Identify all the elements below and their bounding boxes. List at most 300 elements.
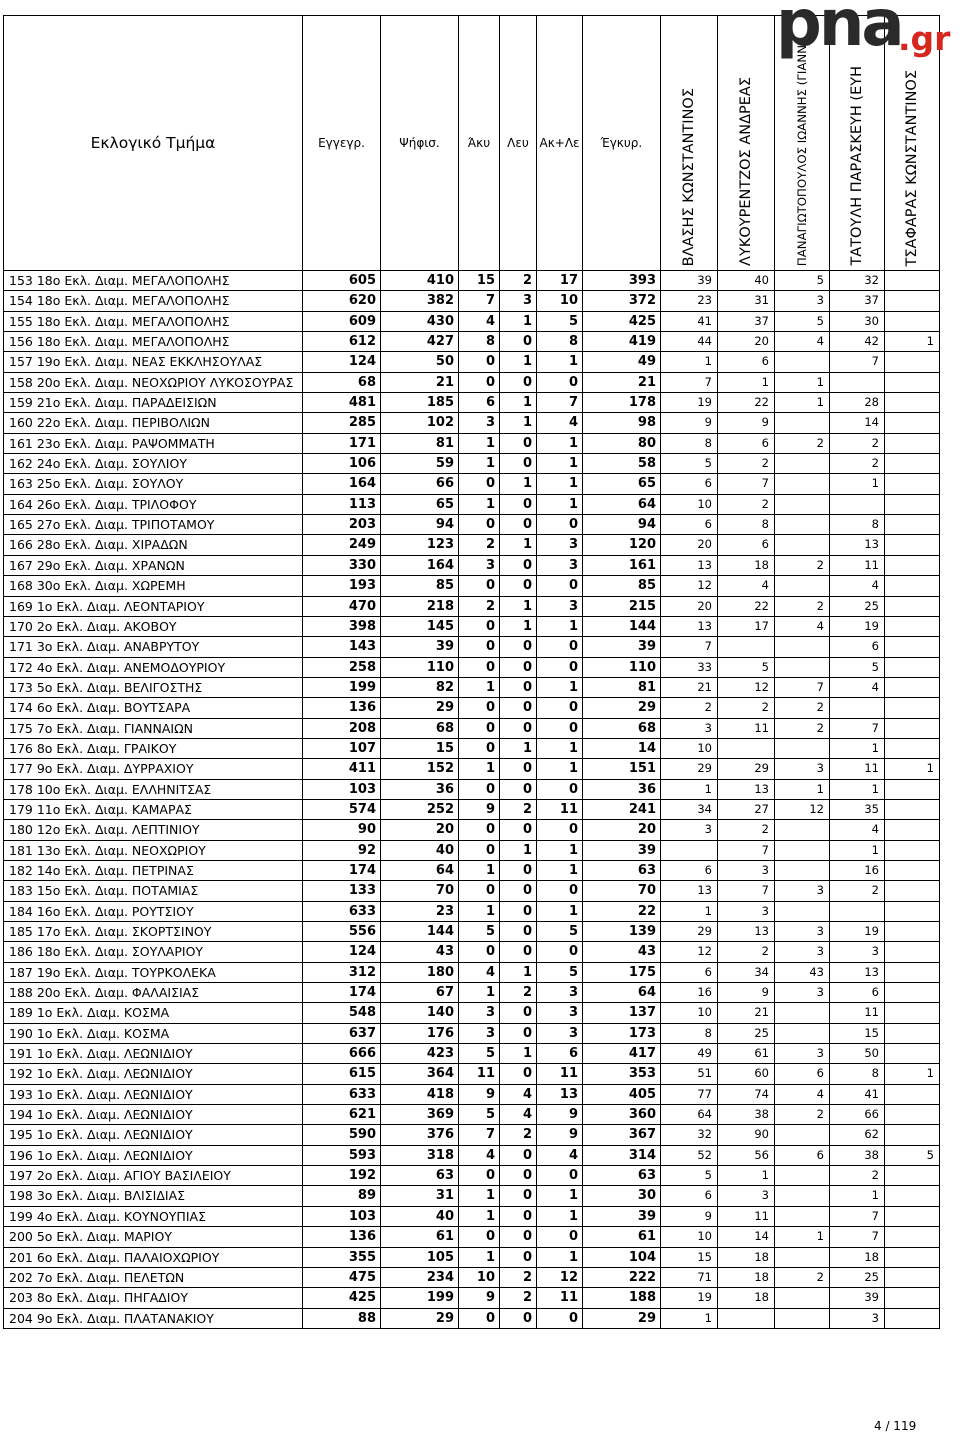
blank-cell: 0 xyxy=(500,861,537,881)
panagiotopoulos-votes-cell xyxy=(775,495,830,515)
section-label: 168 30ο Εκλ. Διαμ. ΧΩΡΕΜΗ xyxy=(4,576,303,596)
section-label: 187 19ο Εκλ. Διαμ. ΤΟΥΡΚΟΛΕΚΑ xyxy=(4,963,303,983)
invalid-cell: 3 xyxy=(459,1024,500,1044)
panagiotopoulos-votes-cell: 43 xyxy=(775,963,830,983)
valid-cell: 144 xyxy=(583,617,661,637)
candidate-name: ΠΑΝΑΓΙΩΤΟΠΟΥΛΟΣ ΙΩΑΝΝΗΣ (ΓΙΑΝΝ xyxy=(795,44,809,266)
vlasis-votes-cell: 34 xyxy=(661,800,718,820)
lykourentzos-votes-cell: 40 xyxy=(718,271,775,291)
section-label: 159 21ο Εκλ. Διαμ. ΠΑΡΑΔΕΙΣΙΩΝ xyxy=(4,393,303,413)
voted-cell: 31 xyxy=(381,1186,459,1206)
panagiotopoulos-votes-cell: 3 xyxy=(775,922,830,942)
invalid-cell: 1 xyxy=(459,434,500,454)
panagiotopoulos-votes-cell xyxy=(775,1024,830,1044)
panagiotopoulos-votes-cell: 4 xyxy=(775,1085,830,1105)
vlasis-votes-cell: 13 xyxy=(661,556,718,576)
vlasis-votes-cell: 64 xyxy=(661,1105,718,1125)
voted-cell: 376 xyxy=(381,1125,459,1145)
invalid-cell: 4 xyxy=(459,312,500,332)
blank-cell: 0 xyxy=(500,454,537,474)
table-row xyxy=(4,556,940,576)
panagiotopoulos-votes-cell xyxy=(775,637,830,657)
table-row xyxy=(4,942,940,962)
section-label: 156 18ο Εκλ. Διαμ. ΜΕΓΑΛΟΠΟΛΗΣ xyxy=(4,332,303,352)
registered-cell: 593 xyxy=(303,1146,381,1166)
valid-cell: 30 xyxy=(583,1186,661,1206)
valid-cell: 405 xyxy=(583,1085,661,1105)
vlasis-votes-cell: 29 xyxy=(661,922,718,942)
lykourentzos-votes-cell: 2 xyxy=(718,454,775,474)
candidate-name: ΛΥΚΟΥΡΕΝΤΖΟΣ ΑΝΔΡΕΑΣ xyxy=(738,77,754,266)
blank-cell: 0 xyxy=(500,698,537,718)
table-row xyxy=(4,291,940,311)
blank-cell: 0 xyxy=(500,1186,537,1206)
voted-cell: 110 xyxy=(381,658,459,678)
invalid-blank-cell: 0 xyxy=(537,698,583,718)
valid-cell: 175 xyxy=(583,963,661,983)
tatouli-votes-cell: 50 xyxy=(830,1044,885,1064)
invalid-blank-cell: 1 xyxy=(537,678,583,698)
section-label: 160 22ο Εκλ. Διαμ. ΠΕΡΙΒΟΛΙΩΝ xyxy=(4,413,303,433)
table-row xyxy=(4,474,940,494)
registered-cell: 174 xyxy=(303,861,381,881)
invalid-cell: 5 xyxy=(459,922,500,942)
tatouli-votes-cell: 30 xyxy=(830,312,885,332)
invalid-blank-cell: 0 xyxy=(537,1166,583,1186)
tsafaras-votes-cell xyxy=(885,413,940,433)
section-label: 175 7ο Εκλ. Διαμ. ΓΙΑΝΝΑΙΩΝ xyxy=(4,719,303,739)
invalid-blank-cell: 1 xyxy=(537,902,583,922)
tatouli-votes-cell: 3 xyxy=(830,942,885,962)
voted-cell: 418 xyxy=(381,1085,459,1105)
valid-cell: 80 xyxy=(583,434,661,454)
invalid-cell: 4 xyxy=(459,1146,500,1166)
tsafaras-votes-cell xyxy=(885,820,940,840)
vlasis-votes-cell: 3 xyxy=(661,820,718,840)
registered-cell: 556 xyxy=(303,922,381,942)
invalid-cell: 10 xyxy=(459,1268,500,1288)
invalid-cell: 0 xyxy=(459,881,500,901)
table-row xyxy=(4,1085,940,1105)
section-label: 158 20ο Εκλ. Διαμ. ΝΕΟΧΩΡΙΟΥ ΛΥΚΟΣΟΥΡΑΣ xyxy=(4,373,303,393)
panagiotopoulos-votes-cell xyxy=(775,1207,830,1227)
invalid-cell: 3 xyxy=(459,1003,500,1023)
section-label: 153 18ο Εκλ. Διαμ. ΜΕΓΑΛΟΠΟΛΗΣ xyxy=(4,271,303,291)
voted-cell: 144 xyxy=(381,922,459,942)
table-row xyxy=(4,963,940,983)
header-voted: Ψήφισ. xyxy=(381,16,459,271)
tsafaras-votes-cell xyxy=(885,942,940,962)
blank-cell: 1 xyxy=(500,352,537,372)
registered-cell: 633 xyxy=(303,902,381,922)
invalid-blank-cell: 4 xyxy=(537,413,583,433)
tsafaras-votes-cell xyxy=(885,271,940,291)
header-section: Εκλογικό Τμήμα xyxy=(4,16,303,271)
table-row xyxy=(4,820,940,840)
tatouli-votes-cell: 2 xyxy=(830,434,885,454)
registered-cell: 103 xyxy=(303,780,381,800)
table-row xyxy=(4,1309,940,1329)
tsafaras-votes-cell xyxy=(885,1024,940,1044)
voted-cell: 364 xyxy=(381,1064,459,1084)
table-row xyxy=(4,780,940,800)
panagiotopoulos-votes-cell: 1 xyxy=(775,1227,830,1247)
voted-cell: 105 xyxy=(381,1248,459,1268)
registered-cell: 171 xyxy=(303,434,381,454)
vlasis-votes-cell: 6 xyxy=(661,1186,718,1206)
vlasis-votes-cell: 1 xyxy=(661,1309,718,1329)
invalid-cell: 0 xyxy=(459,352,500,372)
table-row xyxy=(4,719,940,739)
lykourentzos-votes-cell: 25 xyxy=(718,1024,775,1044)
blank-cell: 1 xyxy=(500,312,537,332)
blank-cell: 0 xyxy=(500,1309,537,1329)
vlasis-votes-cell: 9 xyxy=(661,1207,718,1227)
registered-cell: 258 xyxy=(303,658,381,678)
invalid-blank-cell: 9 xyxy=(537,1105,583,1125)
registered-cell: 637 xyxy=(303,1024,381,1044)
tatouli-votes-cell: 8 xyxy=(830,515,885,535)
vlasis-votes-cell: 5 xyxy=(661,1166,718,1186)
valid-cell: 353 xyxy=(583,1064,661,1084)
valid-cell: 49 xyxy=(583,352,661,372)
invalid-cell: 15 xyxy=(459,271,500,291)
tsafaras-votes-cell xyxy=(885,515,940,535)
section-label: 196 1ο Εκλ. Διαμ. ΛΕΩΝΙΔΙΟΥ xyxy=(4,1146,303,1166)
lykourentzos-votes-cell: 18 xyxy=(718,1268,775,1288)
tatouli-votes-cell: 19 xyxy=(830,617,885,637)
vlasis-votes-cell: 41 xyxy=(661,312,718,332)
tsafaras-votes-cell xyxy=(885,1309,940,1329)
table-row xyxy=(4,658,940,678)
tsafaras-votes-cell xyxy=(885,658,940,678)
lykourentzos-votes-cell xyxy=(718,739,775,759)
tsafaras-votes-cell xyxy=(885,963,940,983)
registered-cell: 193 xyxy=(303,576,381,596)
invalid-cell: 0 xyxy=(459,780,500,800)
vlasis-votes-cell: 71 xyxy=(661,1268,718,1288)
section-label: 179 11ο Εκλ. Διαμ. ΚΑΜΑΡΑΣ xyxy=(4,800,303,820)
valid-cell: 63 xyxy=(583,861,661,881)
panagiotopoulos-votes-cell: 3 xyxy=(775,881,830,901)
registered-cell: 124 xyxy=(303,352,381,372)
tsafaras-votes-cell xyxy=(885,698,940,718)
vlasis-votes-cell: 51 xyxy=(661,1064,718,1084)
section-label: 199 4ο Εκλ. Διαμ. ΚΟΥΝΟΥΠΙΑΣ xyxy=(4,1207,303,1227)
vlasis-votes-cell: 52 xyxy=(661,1146,718,1166)
tsafaras-votes-cell xyxy=(885,719,940,739)
table-row xyxy=(4,1105,940,1125)
registered-cell: 615 xyxy=(303,1064,381,1084)
voted-cell: 50 xyxy=(381,352,459,372)
blank-cell: 2 xyxy=(500,800,537,820)
voted-cell: 234 xyxy=(381,1268,459,1288)
section-label: 173 5ο Εκλ. Διαμ. ΒΕΛΙΓΟΣΤΗΣ xyxy=(4,678,303,698)
invalid-cell: 9 xyxy=(459,800,500,820)
tatouli-votes-cell: 4 xyxy=(830,678,885,698)
voted-cell: 21 xyxy=(381,373,459,393)
blank-cell: 0 xyxy=(500,942,537,962)
tatouli-votes-cell: 28 xyxy=(830,393,885,413)
lykourentzos-votes-cell: 5 xyxy=(718,658,775,678)
panagiotopoulos-votes-cell: 6 xyxy=(775,1146,830,1166)
lykourentzos-votes-cell: 11 xyxy=(718,719,775,739)
voted-cell: 252 xyxy=(381,800,459,820)
section-label: 183 15ο Εκλ. Διαμ. ΠΟΤΑΜΙΑΣ xyxy=(4,881,303,901)
tatouli-votes-cell: 25 xyxy=(830,597,885,617)
valid-cell: 139 xyxy=(583,922,661,942)
valid-cell: 68 xyxy=(583,719,661,739)
panagiotopoulos-votes-cell: 4 xyxy=(775,332,830,352)
tsafaras-votes-cell xyxy=(885,617,940,637)
table-row xyxy=(4,535,940,555)
header-registered: Εγγεγρ. xyxy=(303,16,381,271)
tsafaras-votes-cell xyxy=(885,780,940,800)
lykourentzos-votes-cell: 3 xyxy=(718,902,775,922)
invalid-blank-cell: 17 xyxy=(537,271,583,291)
invalid-blank-cell: 5 xyxy=(537,312,583,332)
vlasis-votes-cell: 1 xyxy=(661,780,718,800)
tsafaras-votes-cell xyxy=(885,291,940,311)
invalid-cell: 1 xyxy=(459,678,500,698)
blank-cell: 1 xyxy=(500,963,537,983)
voted-cell: 65 xyxy=(381,495,459,515)
pna-logo xyxy=(776,0,954,76)
panagiotopoulos-votes-cell: 3 xyxy=(775,759,830,779)
invalid-cell: 3 xyxy=(459,556,500,576)
invalid-blank-cell: 1 xyxy=(537,352,583,372)
lykourentzos-votes-cell: 6 xyxy=(718,434,775,454)
lykourentzos-votes-cell xyxy=(718,1309,775,1329)
tsafaras-votes-cell xyxy=(885,597,940,617)
section-label: 176 8ο Εκλ. Διαμ. ΓΡΑΙΚΟΥ xyxy=(4,739,303,759)
table-row xyxy=(4,1024,940,1044)
blank-cell: 0 xyxy=(500,556,537,576)
panagiotopoulos-votes-cell: 12 xyxy=(775,800,830,820)
table-row xyxy=(4,434,940,454)
blank-cell: 1 xyxy=(500,393,537,413)
section-label: 193 1ο Εκλ. Διαμ. ΛΕΩΝΙΔΙΟΥ xyxy=(4,1085,303,1105)
registered-cell: 574 xyxy=(303,800,381,820)
tatouli-votes-cell: 1 xyxy=(830,739,885,759)
invalid-blank-cell: 8 xyxy=(537,332,583,352)
tatouli-votes-cell xyxy=(830,373,885,393)
invalid-blank-cell: 5 xyxy=(537,922,583,942)
table-row xyxy=(4,902,940,922)
lykourentzos-votes-cell: 12 xyxy=(718,678,775,698)
invalid-cell: 1 xyxy=(459,861,500,881)
lykourentzos-votes-cell: 22 xyxy=(718,597,775,617)
panagiotopoulos-votes-cell: 3 xyxy=(775,983,830,1003)
valid-cell: 222 xyxy=(583,1268,661,1288)
blank-cell: 0 xyxy=(500,576,537,596)
section-label: 202 7ο Εκλ. Διαμ. ΠΕΛΕΤΩΝ xyxy=(4,1268,303,1288)
vlasis-votes-cell: 10 xyxy=(661,1003,718,1023)
invalid-cell: 1 xyxy=(459,759,500,779)
panagiotopoulos-votes-cell xyxy=(775,861,830,881)
blank-cell: 0 xyxy=(500,495,537,515)
tatouli-votes-cell: 11 xyxy=(830,556,885,576)
section-label: 182 14ο Εκλ. Διαμ. ΠΕΤΡΙΝΑΣ xyxy=(4,861,303,881)
vlasis-votes-cell: 20 xyxy=(661,535,718,555)
panagiotopoulos-votes-cell xyxy=(775,352,830,372)
voted-cell: 176 xyxy=(381,1024,459,1044)
lykourentzos-votes-cell: 7 xyxy=(718,881,775,901)
invalid-blank-cell: 12 xyxy=(537,1268,583,1288)
tsafaras-votes-cell xyxy=(885,535,940,555)
table-row xyxy=(4,1248,940,1268)
voted-cell: 43 xyxy=(381,942,459,962)
section-label: 186 18ο Εκλ. Διαμ. ΣΟΥΛΑΡΙΟΥ xyxy=(4,942,303,962)
tatouli-votes-cell: 11 xyxy=(830,759,885,779)
candidate-name: ΤΑΤΟΥΛΗ ΠΑΡΑΣΚΕΥΗ (ΕΥΗ xyxy=(849,66,865,266)
tatouli-votes-cell: 1 xyxy=(830,1186,885,1206)
table-row xyxy=(4,922,940,942)
invalid-cell: 1 xyxy=(459,454,500,474)
tsafaras-votes-cell: 1 xyxy=(885,1064,940,1084)
invalid-blank-cell: 7 xyxy=(537,393,583,413)
lykourentzos-votes-cell: 2 xyxy=(718,698,775,718)
invalid-cell: 1 xyxy=(459,495,500,515)
tatouli-votes-cell: 1 xyxy=(830,841,885,861)
invalid-blank-cell: 3 xyxy=(537,1024,583,1044)
blank-cell: 0 xyxy=(500,637,537,657)
lykourentzos-votes-cell: 3 xyxy=(718,1186,775,1206)
invalid-blank-cell: 13 xyxy=(537,1085,583,1105)
invalid-blank-cell: 1 xyxy=(537,1248,583,1268)
vlasis-votes-cell: 10 xyxy=(661,1227,718,1247)
table-row xyxy=(4,678,940,698)
table-row xyxy=(4,1186,940,1206)
registered-cell: 425 xyxy=(303,1288,381,1308)
table-row xyxy=(4,881,940,901)
section-label: 200 5ο Εκλ. Διαμ. ΜΑΡΙΟΥ xyxy=(4,1227,303,1247)
table-row xyxy=(4,983,940,1003)
voted-cell: 20 xyxy=(381,820,459,840)
blank-cell: 0 xyxy=(500,1207,537,1227)
valid-cell: 94 xyxy=(583,515,661,535)
valid-cell: 36 xyxy=(583,780,661,800)
blank-cell: 1 xyxy=(500,474,537,494)
header-candidate-vlasis xyxy=(661,16,718,271)
panagiotopoulos-votes-cell: 2 xyxy=(775,1105,830,1125)
valid-cell: 43 xyxy=(583,942,661,962)
invalid-cell: 0 xyxy=(459,617,500,637)
blank-cell: 0 xyxy=(500,881,537,901)
vlasis-votes-cell: 6 xyxy=(661,515,718,535)
blank-cell: 0 xyxy=(500,922,537,942)
table-row xyxy=(4,800,940,820)
invalid-cell: 0 xyxy=(459,373,500,393)
tsafaras-votes-cell xyxy=(885,678,940,698)
valid-cell: 21 xyxy=(583,373,661,393)
lykourentzos-votes-cell: 8 xyxy=(718,515,775,535)
table-row xyxy=(4,1268,940,1288)
table-row xyxy=(4,1207,940,1227)
panagiotopoulos-votes-cell xyxy=(775,1186,830,1206)
vlasis-votes-cell: 77 xyxy=(661,1085,718,1105)
section-label: 171 3ο Εκλ. Διαμ. ΑΝΑΒΡΥΤΟΥ xyxy=(4,637,303,657)
invalid-blank-cell: 0 xyxy=(537,1227,583,1247)
table-row xyxy=(4,352,940,372)
blank-cell: 0 xyxy=(500,1166,537,1186)
panagiotopoulos-votes-cell xyxy=(775,1288,830,1308)
lykourentzos-votes-cell: 37 xyxy=(718,312,775,332)
valid-cell: 360 xyxy=(583,1105,661,1125)
voted-cell: 382 xyxy=(381,291,459,311)
tatouli-votes-cell: 6 xyxy=(830,983,885,1003)
table-row xyxy=(4,637,940,657)
registered-cell: 192 xyxy=(303,1166,381,1186)
tsafaras-votes-cell xyxy=(885,1166,940,1186)
registered-cell: 133 xyxy=(303,881,381,901)
blank-cell: 1 xyxy=(500,1044,537,1064)
invalid-cell: 0 xyxy=(459,841,500,861)
invalid-blank-cell: 0 xyxy=(537,637,583,657)
tsafaras-votes-cell xyxy=(885,1207,940,1227)
blank-cell: 0 xyxy=(500,1146,537,1166)
voted-cell: 140 xyxy=(381,1003,459,1023)
table-row xyxy=(4,576,940,596)
invalid-blank-cell: 3 xyxy=(537,1003,583,1023)
lykourentzos-votes-cell: 4 xyxy=(718,576,775,596)
valid-cell: 110 xyxy=(583,658,661,678)
tatouli-votes-cell: 6 xyxy=(830,637,885,657)
invalid-cell: 0 xyxy=(459,942,500,962)
tatouli-votes-cell: 39 xyxy=(830,1288,885,1308)
tsafaras-votes-cell: 5 xyxy=(885,1146,940,1166)
tatouli-votes-cell: 7 xyxy=(830,352,885,372)
voted-cell: 152 xyxy=(381,759,459,779)
tsafaras-votes-cell xyxy=(885,841,940,861)
tatouli-votes-cell: 14 xyxy=(830,413,885,433)
section-label: 178 10ο Εκλ. Διαμ. ΕΛΛΗΝΙΤΣΑΣ xyxy=(4,780,303,800)
invalid-blank-cell: 0 xyxy=(537,820,583,840)
valid-cell: 241 xyxy=(583,800,661,820)
vlasis-votes-cell: 15 xyxy=(661,1248,718,1268)
section-label: 167 29ο Εκλ. Διαμ. ΧΡΑΝΩΝ xyxy=(4,556,303,576)
tsafaras-votes-cell xyxy=(885,1227,940,1247)
invalid-blank-cell: 1 xyxy=(537,474,583,494)
voted-cell: 318 xyxy=(381,1146,459,1166)
voted-cell: 430 xyxy=(381,312,459,332)
tsafaras-votes-cell xyxy=(885,1044,940,1064)
tatouli-votes-cell: 2 xyxy=(830,881,885,901)
voted-cell: 29 xyxy=(381,1309,459,1329)
vlasis-votes-cell: 29 xyxy=(661,759,718,779)
blank-cell: 0 xyxy=(500,1227,537,1247)
vlasis-votes-cell: 2 xyxy=(661,698,718,718)
panagiotopoulos-votes-cell: 1 xyxy=(775,393,830,413)
section-label: 195 1ο Εκλ. Διαμ. ΛΕΩΝΙΔΙΟΥ xyxy=(4,1125,303,1145)
tsafaras-votes-cell xyxy=(885,474,940,494)
invalid-cell: 7 xyxy=(459,291,500,311)
invalid-cell: 0 xyxy=(459,698,500,718)
tsafaras-votes-cell xyxy=(885,1085,940,1105)
tatouli-votes-cell: 32 xyxy=(830,271,885,291)
tatouli-votes-cell: 16 xyxy=(830,861,885,881)
section-label: 194 1ο Εκλ. Διαμ. ΛΕΩΝΙΔΙΟΥ xyxy=(4,1105,303,1125)
panagiotopoulos-votes-cell: 2 xyxy=(775,434,830,454)
blank-cell: 2 xyxy=(500,1125,537,1145)
lykourentzos-votes-cell: 1 xyxy=(718,373,775,393)
invalid-blank-cell: 1 xyxy=(537,861,583,881)
tsafaras-votes-cell xyxy=(885,373,940,393)
tsafaras-votes-cell: 1 xyxy=(885,759,940,779)
table-row xyxy=(4,495,940,515)
tsafaras-votes-cell xyxy=(885,576,940,596)
header-valid: Έγκυρ. xyxy=(583,16,661,271)
